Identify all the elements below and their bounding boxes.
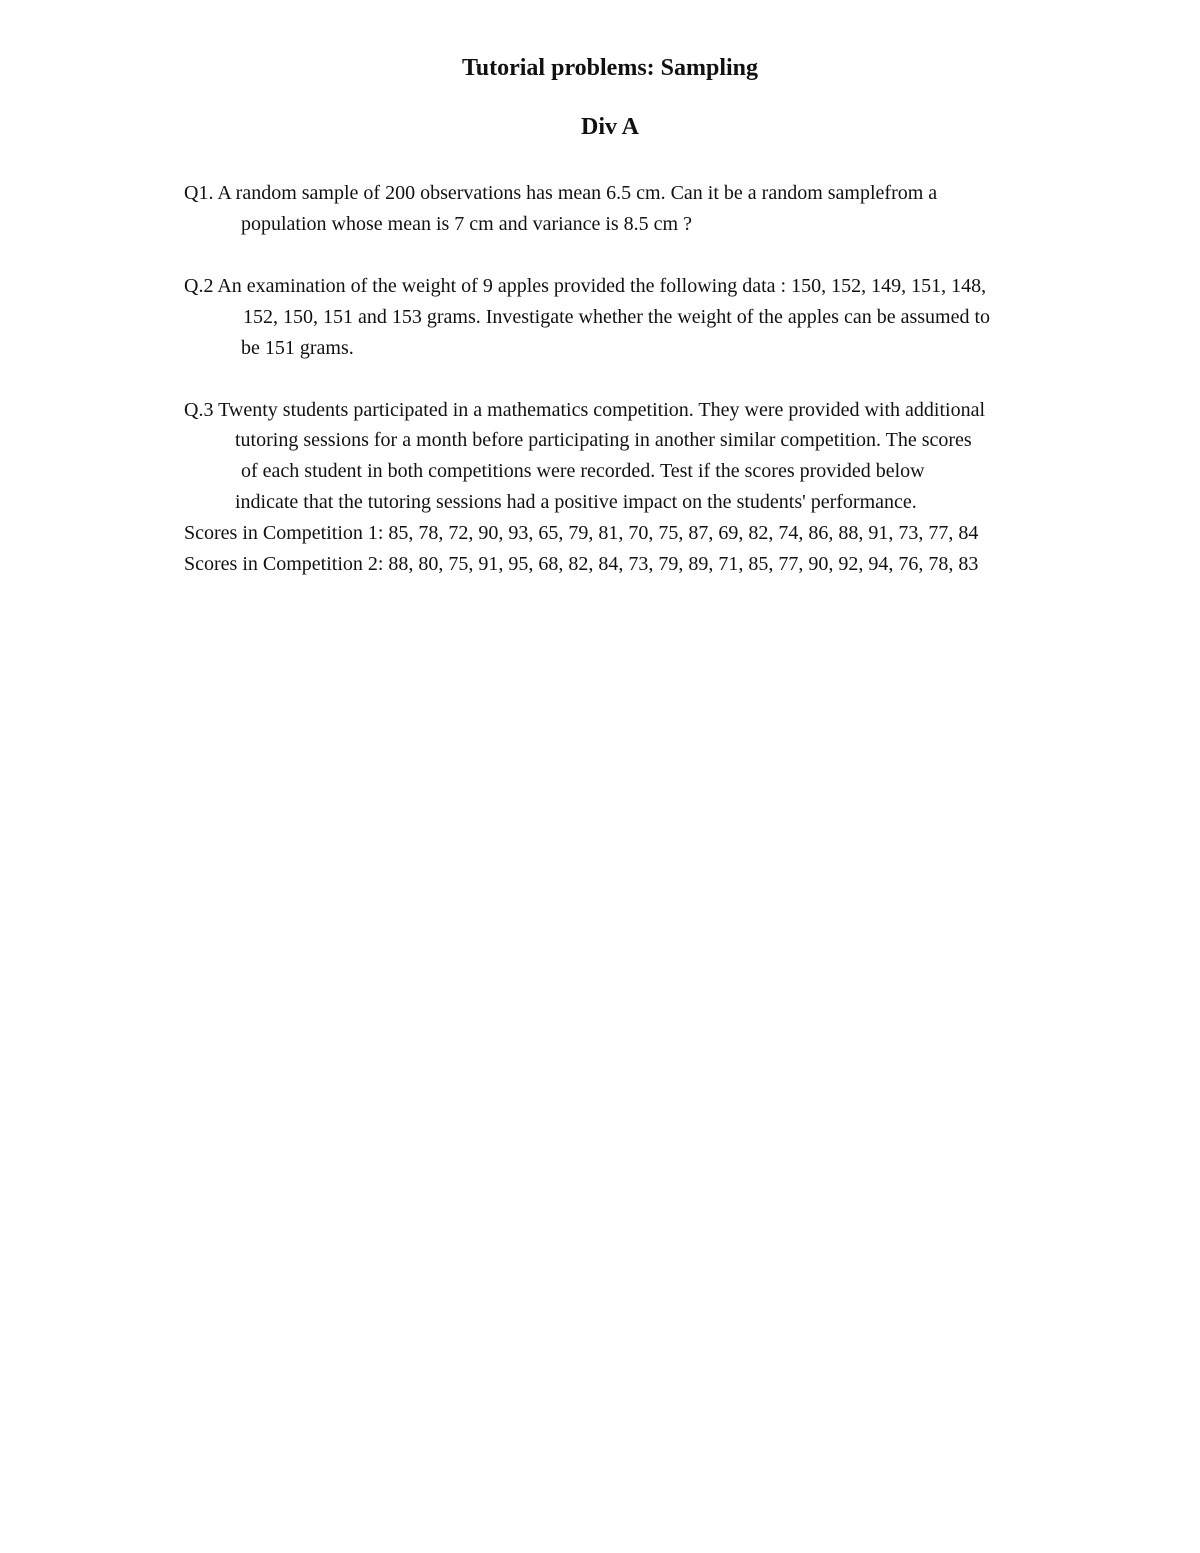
question-3-line-3: of each student in both competitions were recorded. Test if the scores provided below bbox=[241, 460, 925, 482]
question-3-line-2: tutoring sessions for a month before participating in another similar competition. The scores bbox=[235, 429, 972, 451]
question-3-line-4: indicate that the tutoring sessions had a positive impact on the students' performance. bbox=[235, 491, 917, 513]
document-title: Tutorial problems: Sampling bbox=[461, 55, 759, 81]
scores-competition-2: Scores in Competition 2: 88, 80, 75, 91, 95, 68, 82, 84, 73, 79, 89, 71, 85, 77, 90, 92, 94, 76, 78, 83 bbox=[184, 553, 979, 575]
scores-competition-1: Scores in Competition 1: 85, 78, 72, 90, 93, 65, 79, 81, 70, 75, 87, 69, 82, 74, 86, 88, 91, 73, 77, 84 bbox=[184, 522, 979, 544]
question-1-line-2: population whose mean is 7 cm and variance is 8.5 cm ? bbox=[241, 213, 692, 235]
question-1-line-1: Q1. A random sample of 200 observations has mean 6.5 cm. Can it be a random samplefrom a bbox=[184, 182, 938, 204]
question-3-line-1: Q.3 Twenty students participated in a mathematics competition. They were provided with additional bbox=[184, 399, 985, 421]
question-2-line-1: Q.2 An examination of the weight of 9 apples provided the following data : 150, 152, 149, 151, 148, bbox=[184, 275, 987, 297]
question-2-line-2: 152, 150, 151 and 153 grams. Investigate whether the weight of the apples can be assumed to bbox=[243, 306, 991, 328]
question-2-line-3: be 151 grams. bbox=[241, 337, 354, 359]
division-heading: Div A bbox=[580, 114, 639, 140]
